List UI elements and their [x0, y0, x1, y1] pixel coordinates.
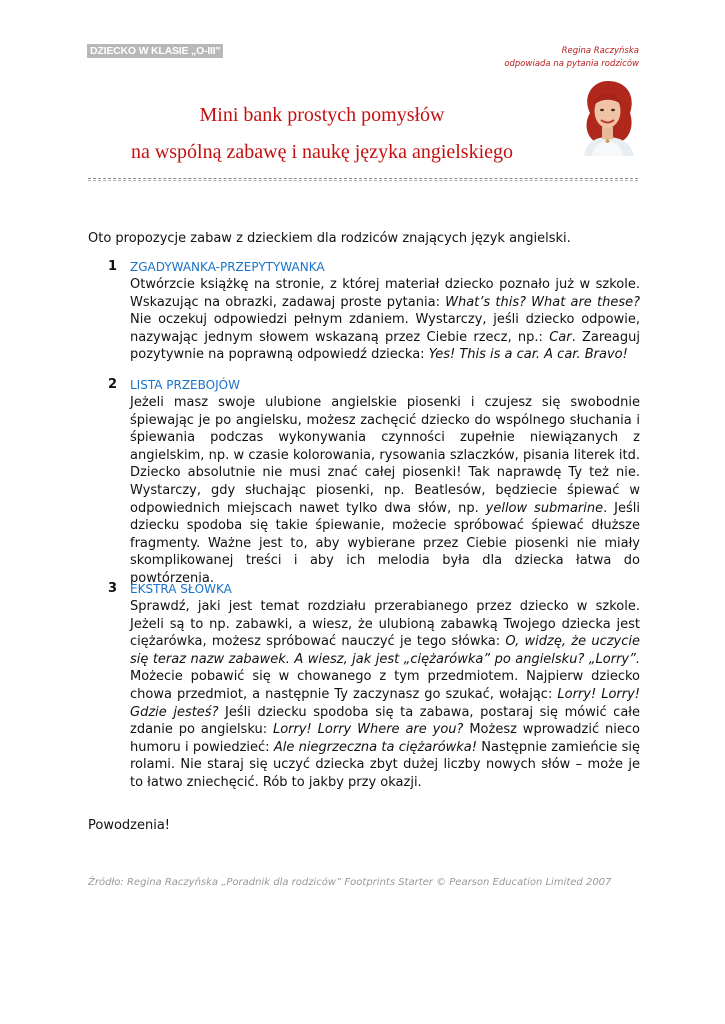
- item-1-title: ZGADYWANKA-PRZEPYTYWANKA: [130, 260, 325, 274]
- divider-line: [88, 178, 638, 179]
- item-1-number: 1: [108, 259, 118, 274]
- item-2-body: Jeżeli masz swoje ulubione angielskie piosenki i czujesz się swobodnie śpiewając je po angielsku, możesz zachęcić dziecko do wspólnego słuchania i śpiewania podczas wykonywania czynności zupełnie niewiązanych z angielskim, np. w czasie kolorowania, rysowania szlaczków, pisania literek itd. Dziecko absolutnie nie musi znać całej piosenki! Tak naprawdę Ty też nie. Wystarczy, gdy słuchając piosenki, np. Beatlesów, będziecie śpiewać w odpowiednich miejscach nawet tylko dwa słów, np. yellow submarine. Jeśli dziecku spodoba się takie śpiewanie, możecie spróbować śpiewać dłuższe fragmenty. Ważne jest to, aby wybierane przez Ciebie piosenki nie miały skomplikowanej treści i aby ich melodia była dla dziecka łatwa do powtórzenia.: [130, 395, 641, 586]
- source-note: Źródło: Regina Raczyńska „Poradnik dla rodziców” Footprints Starter © Pearson Education Limited 2007: [88, 877, 612, 888]
- closing-text: Powodzenia!: [88, 818, 171, 833]
- author-role: odpowiada na pytania rodziców: [504, 59, 639, 69]
- divider-line-2: [88, 180, 638, 181]
- author-name: Regina Raczyńska: [561, 46, 639, 56]
- intro-text: Oto propozycje zabaw z dzieckiem dla rodziców znających język angielski.: [88, 231, 571, 246]
- item-3-title: EKSTRA SŁÓWKA: [130, 582, 232, 596]
- item-3-number: 3: [108, 581, 118, 596]
- author-portrait: [576, 79, 639, 156]
- author-block: [504, 45, 639, 71]
- item-1-body: Otwórzcie książkę na stronie, z której materiał dziecko poznało już w szkole. Wskazując na obrazki, zadawaj proste pytania: What’s this? What are these? Nie oczekuj odpowiedzi pełnym zdaniem. Wystarczy, jeśli dziecko odpowie, nazywając jednym słowem wskazaną przez Ciebie rzecz, np.: Car. Zareaguj pozytywnie na poprawną odpowiedź dziecka: Yes! This is a car. A car. Bravo!: [130, 277, 641, 363]
- item-3-body: Sprawdź, jaki jest temat rozdziału przerabianego przez dziecko w szkole. Jeżeli są to np. zabawki, a wiesz, że ulubioną zabawką Twojego dziecka jest ciężarówka, możesz spróbować nauczyć je tego słówka: O, widzę, że uczycie się teraz nazw zabawek. A wiesz, jak jest „ciężarówka” po angielsku? „Lorry”. Możecie pobawić się w chowanego z tym przedmiotem. Najpierw dziecko chowa przedmiot, a następnie Ty zaczynasz go szukać, wołając: Lorry! Lorry! Gdzie jesteś? Jeśli dziecku spodoba się ta zabawa, postaraj się mówić całe zdanie po angielsku: Lorry! Lorry Where are you? Możesz wprowadzić nieco humoru i powiedzieć: Ale niegrzeczna ta ciężarówka! Następnie zamieńcie się rolami. Nie staraj się uczyć dziecka zbyt dużej liczby nowych słów – może je to łatwo zniechęcić. Rób to jakby przy okazji.: [130, 599, 640, 790]
- section-tag: DZIECKO W KLASIE „O-III": [87, 44, 223, 58]
- title-line-1: Mini bank prostych pomysłów: [199, 104, 445, 126]
- item-2-number: 2: [108, 377, 118, 392]
- item-2-title: LISTA PRZEBOJÓW: [130, 378, 240, 392]
- title-line-2: na wspólną zabawę i naukę języka angielskiego: [130, 141, 514, 163]
